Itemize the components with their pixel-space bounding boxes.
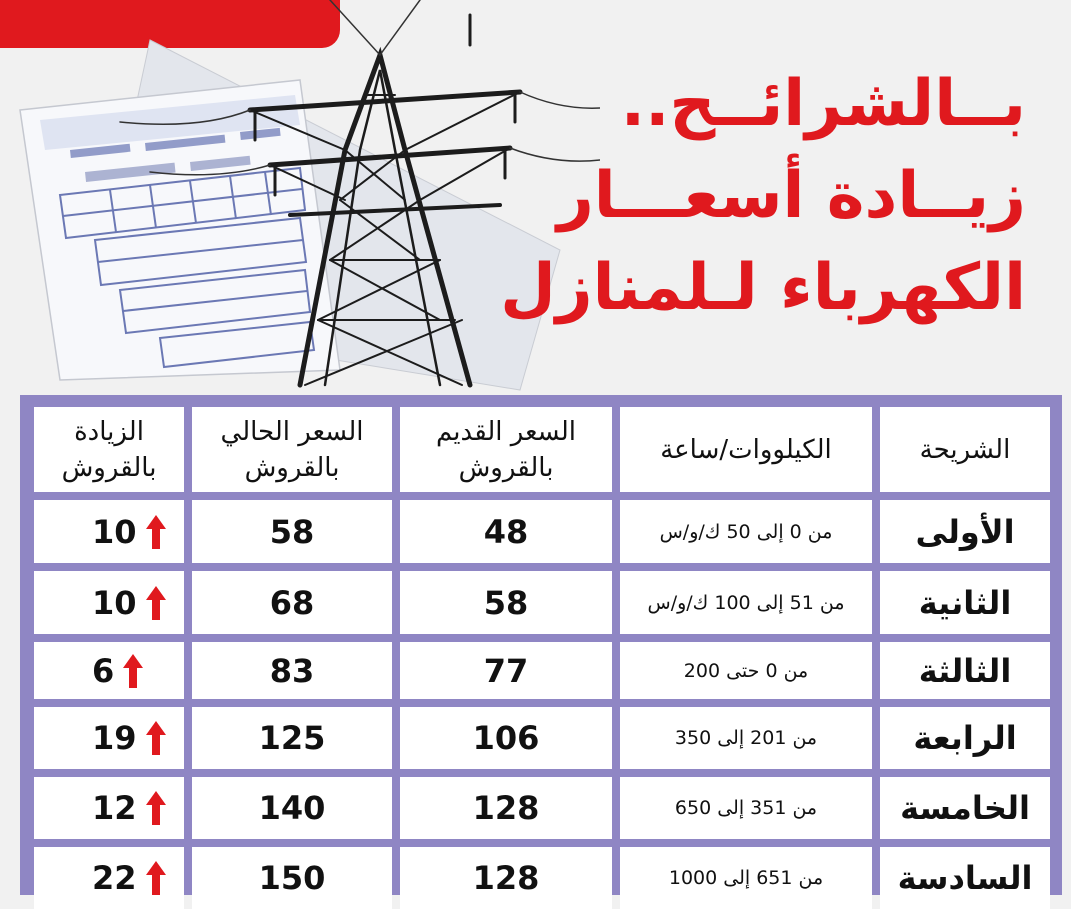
row-6-tier: السادسة [880,847,1050,909]
row-2-old-price: 58 [400,571,612,634]
header-old-price: السعر القديم بالقروش [400,407,612,492]
tariff-table [20,395,1062,895]
row-3-new-price: 83 [192,642,392,699]
row-5-new-price: 140 [192,777,392,839]
red-up-arrow-icon [145,720,167,756]
row-6-increase-value: 22 [92,859,137,897]
row-1-old-price: 48 [400,500,612,563]
row-1-range: من 0 إلى 50 ك/و/س [620,500,872,563]
row-5-old-price: 128 [400,777,612,839]
red-up-arrow-icon [145,860,167,896]
row-4-increase-value: 19 [92,719,137,757]
headline [500,58,1026,334]
row-5-increase-value: 12 [92,789,137,827]
row-4-tier: الرابعة [880,707,1050,769]
row-1-tier: الأولى [880,500,1050,563]
row-2-tier: الثانية [880,571,1050,634]
red-up-arrow-icon [145,790,167,826]
row-4-new-price: 125 [192,707,392,769]
row-6-increase [34,847,184,909]
red-up-arrow-icon [122,653,144,689]
headline-line-2: زيــادة أسعـــار [556,159,1026,233]
red-up-arrow-icon [145,514,167,550]
row-2-increase-value: 10 [92,583,137,622]
row-5-range: من 351 إلى 650 [620,777,872,839]
row-5-tier: الخامسة [880,777,1050,839]
row-3-old-price: 77 [400,642,612,699]
row-4-old-price: 106 [400,707,612,769]
row-4-increase [34,707,184,769]
headline-line-3: الكهرباء لـلمنازل [500,251,1026,325]
header-kwh: الكيلووات/ساعة [620,407,872,492]
header-increase: الزيادة بالقروش [34,407,184,492]
row-6-range: من 651 إلى 1000 [620,847,872,909]
row-6-new-price: 150 [192,847,392,909]
row-2-range: من 51 إلى 100 ك/و/س [620,571,872,634]
row-6-old-price: 128 [400,847,612,909]
row-1-increase-value: 10 [92,512,137,551]
row-3-tier: الثالثة [880,642,1050,699]
header-tier: الشريحة [880,407,1050,492]
header-new-price: السعر الحالي بالقروش [192,407,392,492]
row-2-increase [34,571,184,634]
headline-line-1: بــالشرائــح.. [620,67,1026,141]
row-2-new-price: 68 [192,571,392,634]
row-3-increase [34,642,184,699]
row-3-increase-value: 6 [92,651,115,690]
row-1-new-price: 58 [192,500,392,563]
red-up-arrow-icon [145,585,167,621]
row-3-range: من 0 حتى 200 [620,642,872,699]
row-4-range: من 201 إلى 350 [620,707,872,769]
row-1-increase [34,500,184,563]
row-5-increase [34,777,184,839]
